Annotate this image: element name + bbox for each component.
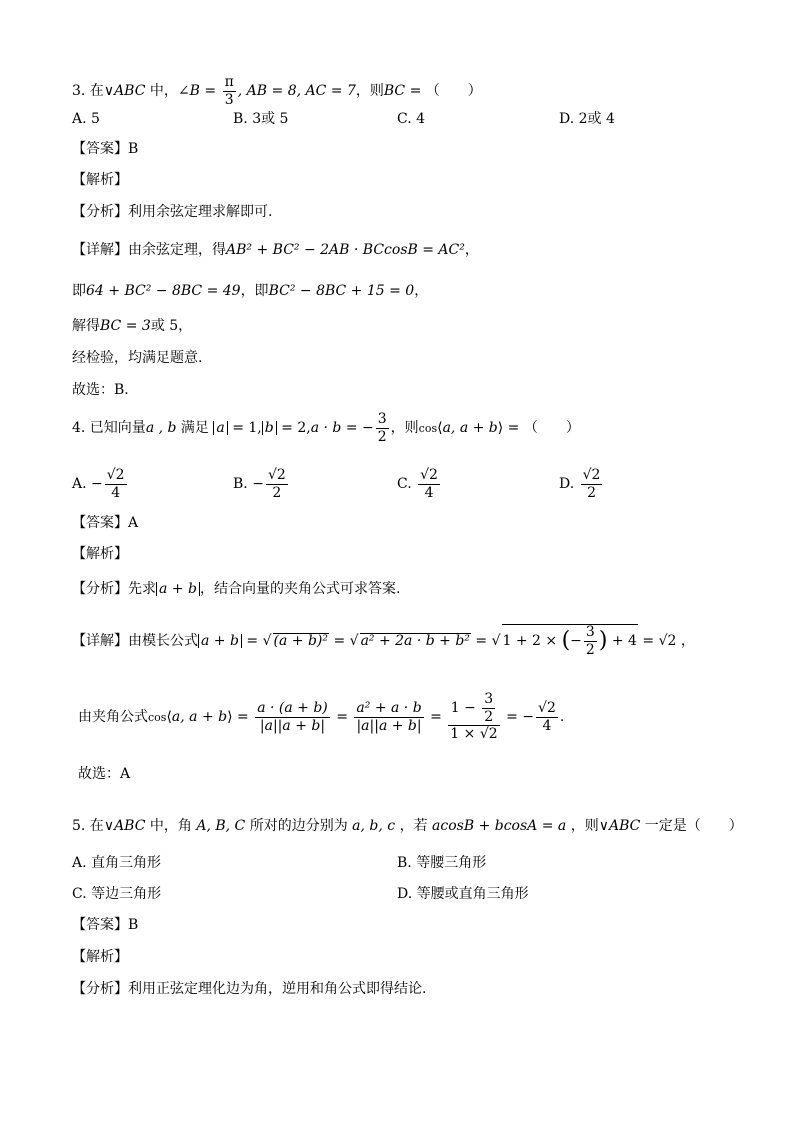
- q5-ze: ，则: [566, 818, 599, 834]
- q3-option-c: C. 4: [397, 111, 426, 127]
- q4-option-c: [397, 468, 442, 500]
- q4-abs-b: b: [262, 421, 277, 435]
- q5-fenxi-text: 利用正弦定理化边为角，逆用和角公式即得结论.: [128, 981, 427, 997]
- q4-d2: |a||a + b|: [356, 717, 422, 734]
- q3-tail: = （ ）: [405, 83, 482, 100]
- q4-n3: [448, 692, 499, 726]
- answer-tag: 【答案】: [72, 515, 128, 531]
- q4-abs-a: a: [213, 421, 227, 435]
- q4-cos2: cos: [148, 711, 167, 725]
- q4-dot: a · b = −: [310, 420, 374, 437]
- q4-jiexi-tag: 【解析】: [72, 546, 128, 562]
- q3-three: 3: [224, 91, 234, 108]
- q4-option-b-label: B.: [233, 476, 248, 493]
- q5-mid: 所对的边分别为: [245, 818, 348, 834]
- q3-fenxi: [72, 205, 272, 219]
- q4-xiangjie: 【详解】由模长公式 a + b = √ (a + b)² = √ a² + 2a · b + b² = √ 1 + 2 × (− $\frac{3}{2}$ ) + 4 = √2 ，: [72, 624, 695, 658]
- q5-stem-pre: 5. 在: [72, 818, 104, 834]
- q5-fenxi: [72, 982, 426, 996]
- q4-answer: [72, 516, 138, 530]
- q4-option-d-frac: [581, 468, 603, 500]
- q3-line2-tail: ，: [414, 283, 429, 299]
- q4-option-d: [559, 468, 604, 500]
- q3-pi-over-3: [223, 75, 236, 107]
- q3-option-b: B. 3或 5: [233, 111, 289, 127]
- q4-xiangjie-text: 由模长公式: [128, 633, 198, 650]
- q4-option-a-den: 4: [111, 484, 121, 501]
- q3-formula-1: AB² + BC² − 2AB · BCcosB = AC²: [226, 242, 465, 258]
- q4-f3-num: 3: [585, 624, 595, 640]
- q4-frac-3-2: [376, 412, 389, 444]
- q3-line-3: [72, 319, 192, 333]
- q4-option-b: [233, 468, 290, 500]
- triangle-symbol: ∨: [103, 83, 115, 100]
- q3-rest: , AB = 8, AC = 7: [237, 83, 356, 100]
- triangle-symbol: ∨: [598, 818, 609, 834]
- q3-option-d: D. 2或 4: [559, 111, 615, 127]
- q5-jiexi-tag: 【解析】: [72, 949, 128, 965]
- q4-cos-arg: a, a + b: [442, 420, 498, 437]
- q4-n3-num: 3: [484, 691, 494, 707]
- fenxi-tag: 【分析】: [72, 204, 128, 220]
- q3-bc: BC: [383, 83, 406, 100]
- q4-f3-frac: [584, 625, 597, 657]
- q4-answer-value: A: [128, 515, 139, 531]
- q3-xiangjie: [72, 243, 479, 257]
- q4-option-c-den: 4: [424, 484, 434, 501]
- q4-f3-den: 2: [585, 641, 595, 658]
- xiangjie-tag: 【详解】: [72, 633, 128, 650]
- q4-n3a: 1 −: [450, 700, 481, 717]
- q4-ze: ，则: [390, 420, 419, 437]
- q3-line-2: [72, 284, 428, 298]
- q4-option-c-frac: [418, 468, 440, 500]
- fenxi-tag: 【分析】: [72, 581, 128, 597]
- triangle-symbol: ∨: [103, 818, 115, 834]
- q4-option-d-num: √2: [582, 467, 601, 483]
- q4-option-c-label: C.: [397, 476, 412, 493]
- q5-tail: 一定是（ ）: [640, 818, 743, 834]
- q5-answer-value: B: [128, 917, 139, 933]
- q4-modlen-abs: a + b: [198, 634, 242, 648]
- q4-cos: cos: [418, 422, 438, 436]
- q4-d1: |a||a + b|: [259, 717, 326, 734]
- q4-cos2-arg: a, a + b: [171, 709, 228, 726]
- q4-f3a: 1 + 2 ×: [502, 633, 562, 650]
- q5-cond: acosB + bcosA = a: [427, 818, 567, 834]
- q4-final: 故选：A: [78, 766, 131, 782]
- q4-result-frac: [536, 701, 558, 733]
- q4-d3: 1 × √2: [450, 726, 498, 743]
- q4-option-b-den: 2: [272, 484, 282, 501]
- answer-tag: 【答案】: [72, 141, 128, 157]
- q5-option-d: D. 等腰或直角三角形: [397, 886, 529, 902]
- q4-option-a-num: √2: [106, 467, 125, 483]
- fenxi-tag: 【分析】: [72, 981, 128, 997]
- q4-f2: a² + 2a · b + b²: [360, 633, 470, 650]
- q4-option-a-frac: [105, 468, 127, 500]
- q4-result-den: 4: [542, 717, 552, 734]
- q4-options: [72, 460, 722, 500]
- q3-answer-value: B: [128, 141, 139, 157]
- answer-tag: 【答案】: [72, 917, 128, 933]
- q4-option-a: [72, 468, 129, 500]
- q5-ruo: ，若: [395, 818, 428, 834]
- q4-f1: (a + b)²: [273, 633, 328, 650]
- q4-vectors-ab: a , b: [145, 420, 177, 437]
- q5-stem: [72, 819, 743, 833]
- q4-jiajiao: 由夹角公式: [78, 709, 148, 726]
- q4-f3e: + 4: [607, 633, 637, 650]
- q3-jiexi-tag: 【解析】: [72, 172, 128, 188]
- q4-option-b-num: √2: [267, 467, 286, 483]
- q3-fenxi-text: 利用余弦定理求解即可.: [128, 204, 273, 220]
- q3-eq: =: [199, 83, 221, 100]
- q3-ze: ，则: [355, 83, 384, 100]
- q3-stem-pre: 3. 在: [72, 83, 104, 100]
- q4-frac-1: [255, 701, 330, 733]
- q4-option-a-sign: −: [91, 476, 103, 493]
- q4-option-d-den: 2: [587, 484, 597, 501]
- q4-fenxi-abs: a + b: [156, 582, 200, 596]
- q4-stem: 4. 已知向量a , b 满足 a = 1, b = 2,a · b = − $\frac{3}{2}$ ，则cos⟨a, a + b⟩ = （ ）: [72, 411, 580, 445]
- q4-f3b: −: [570, 633, 582, 650]
- q4-angle-formula: 由夹角公式cos⟨a, a + b⟩ = $\frac{a \cdot (a + b)}{|a||a + b|}$ = $\frac{\text{a² + a · b}}{|a||a + b|}$ = 1 − $\frac{3}{2}$ 1 × √2 = − $\frac{√2}{4}$ .: [78, 691, 565, 743]
- q3-stem: [72, 75, 482, 107]
- q5-option-a: A. 直角三角形: [72, 855, 162, 871]
- q4-result-dot: .: [559, 709, 565, 726]
- q5-sides: a, b, c: [347, 818, 396, 834]
- q4-option-b-frac: [266, 468, 288, 500]
- q5-zhong: 中，角: [145, 818, 192, 834]
- q4-satisfy: 满足: [176, 420, 209, 437]
- q4-result-sign: = −: [501, 709, 535, 726]
- q4-frac-2: [354, 701, 423, 733]
- q4-n1: a · (a + b): [257, 699, 328, 716]
- q4-option-a-label: A.: [72, 476, 87, 493]
- q3-option-a: A. 5: [72, 111, 100, 127]
- q3-answer: [72, 142, 138, 156]
- q3-b: B: [189, 83, 200, 100]
- q3-abc: ABC: [114, 83, 146, 100]
- q4-frac-3: [448, 692, 499, 742]
- q3-line2-eq-b: BC² − 8BC + 15 = 0: [268, 283, 415, 299]
- q4-f4: = √2 ，: [637, 633, 695, 650]
- q4-f3: 1 + 2 × (− $\frac{3}{2}$ ) + 4: [502, 624, 637, 658]
- q4-fenxi-tail: ，结合向量的夹角公式可求答案.: [199, 581, 401, 597]
- q3-formula-1-tail: ，: [464, 242, 479, 258]
- q4-cond1-tail: = 1,: [227, 420, 262, 437]
- q5-option-c: C. 等边三角形: [72, 886, 162, 902]
- q3-xiangjie-text: 由余弦定理，得: [128, 242, 226, 258]
- q4-option-c-num: √2: [420, 467, 438, 483]
- angle-symbol: ∠: [177, 83, 190, 100]
- q4-frac-den: 2: [377, 428, 387, 445]
- q4-tail: = （ ）: [503, 420, 580, 437]
- q5-answer: [72, 918, 138, 932]
- q3-line-5: 故选：B.: [72, 382, 129, 398]
- q5-options: [72, 856, 722, 902]
- q4-result-num: √2: [538, 699, 556, 716]
- q4-stem-pre: 4. 已知向量: [72, 420, 146, 437]
- q4-n3-frac: [482, 692, 495, 724]
- q3-pi: π: [224, 74, 234, 90]
- q3-line3-tail: 或 5，: [150, 318, 193, 334]
- q4-cond2-tail: = 2,: [276, 420, 311, 437]
- q3-line-4: 经检验，均满足题意.: [72, 350, 203, 366]
- q3-line3-pre: 解得: [72, 318, 100, 334]
- q3-line2-mid: ，即: [240, 283, 269, 299]
- xiangjie-tag: 【详解】: [72, 242, 128, 258]
- q3-line3-eq: BC = 3: [100, 318, 151, 334]
- q5-option-b: B. 等腰三角形: [397, 855, 487, 871]
- q4-fenxi: [72, 582, 400, 596]
- q4-frac-num: 3: [377, 411, 387, 427]
- q4-option-b-sign: −: [252, 476, 264, 493]
- q3-zhong: 中，: [145, 83, 178, 100]
- q4-fenxi-pre: 先求: [128, 581, 156, 597]
- q3-line2-pre: 即: [72, 283, 86, 299]
- q5-abc: ABC: [114, 818, 146, 834]
- q3-line2-eq-a: 64 + BC² − 8BC = 49: [86, 283, 241, 299]
- q5-angles: A, B, C: [191, 818, 246, 834]
- q5-abc2: ABC: [608, 818, 641, 834]
- q3-options: [72, 112, 722, 128]
- q4-n2: a² + a · b: [356, 699, 422, 716]
- q4-n3-den: 2: [484, 708, 494, 725]
- q4-option-d-label: D.: [559, 476, 575, 493]
